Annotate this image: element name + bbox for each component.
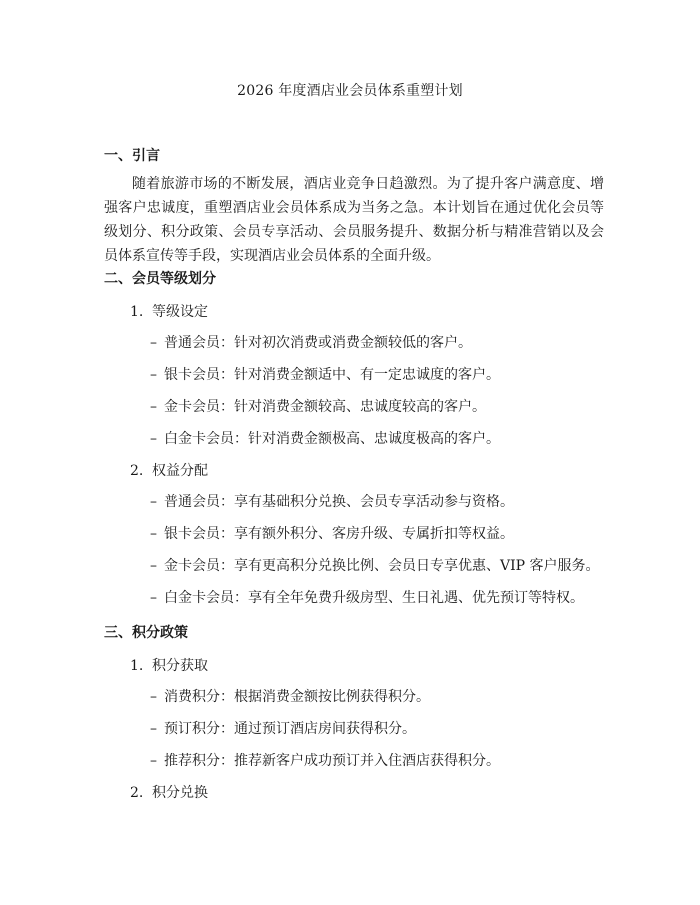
numbered-item xyxy=(130,655,208,675)
bullet-text: 预订积分：通过预订酒店房间获得积分。 xyxy=(164,721,416,737)
bullet-item xyxy=(150,364,500,384)
dash-bullet-icon: – xyxy=(150,590,157,606)
section-heading-member-levels: 二、会员等级划分 xyxy=(104,271,216,287)
dash-bullet-icon: – xyxy=(150,335,157,351)
bullet-item xyxy=(150,686,430,706)
bullet-item xyxy=(150,718,416,738)
bullet-text: 白金卡会员：享有全年免费升级房型、生日礼遇、优先预订等特权。 xyxy=(164,590,584,606)
dash-bullet-icon: – xyxy=(150,494,157,510)
item-number: 2. xyxy=(130,463,144,479)
bullet-text: 推荐积分：推荐新客户成功预订并入住酒店获得积分。 xyxy=(164,753,500,769)
dash-bullet-icon: – xyxy=(150,367,157,383)
bullet-item xyxy=(150,523,514,543)
bullet-text: 白金卡会员：针对消费金额极高、忠诚度极高的客户。 xyxy=(164,431,500,447)
intro-paragraph: 随着旅游市场的不断发展，酒店业竞争日趋激烈。为了提升客户满意度、增强客户忠诚度，重塑酒店业会员体系成为当务之急。本计划旨在通过优化会员等级划分、积分政策、会员专享活动、会员服务提升、数据分析与精准营销以及会员体系宣传等手段，实现酒店业会员体系的全面升级。 xyxy=(104,176,604,264)
item-label: 权益分配 xyxy=(152,463,208,479)
bullet-text: 消费积分：根据消费金额按比例获得积分。 xyxy=(164,689,430,705)
section-heading-intro: 一、引言 xyxy=(104,148,160,164)
dash-bullet-icon: – xyxy=(150,399,157,415)
bullet-text: 银卡会员：针对消费金额适中、有一定忠诚度的客户。 xyxy=(164,367,500,383)
bullet-item xyxy=(150,332,472,352)
dash-bullet-icon: – xyxy=(150,753,157,769)
section-heading-points-policy: 三、积分政策 xyxy=(104,625,188,641)
bullet-item xyxy=(150,555,600,575)
dash-bullet-icon: – xyxy=(150,558,157,574)
bullet-item xyxy=(150,428,500,448)
numbered-item xyxy=(130,301,208,321)
bullet-item xyxy=(150,587,584,607)
bullet-item xyxy=(150,396,486,416)
item-label: 积分获取 xyxy=(152,658,208,674)
item-number: 2. xyxy=(130,785,144,801)
dash-bullet-icon: – xyxy=(150,721,157,737)
item-label: 积分兑换 xyxy=(152,785,208,801)
bullet-item xyxy=(150,750,500,770)
bullet-text: 金卡会员：享有更高积分兑换比例、会员日专享优惠、VIP 客户服务。 xyxy=(164,558,600,574)
item-number: 1. xyxy=(130,658,144,674)
bullet-text: 普通会员：针对初次消费或消费金额较低的客户。 xyxy=(164,335,472,351)
bullet-text: 银卡会员：享有额外积分、客房升级、专属折扣等权益。 xyxy=(164,526,514,542)
dash-bullet-icon: – xyxy=(150,689,157,705)
numbered-item xyxy=(130,460,208,480)
bullet-text: 金卡会员：针对消费金额较高、忠诚度较高的客户。 xyxy=(164,399,486,415)
dash-bullet-icon: – xyxy=(150,431,157,447)
document-title: 2026 年度酒店业会员体系重塑计划 xyxy=(237,83,463,99)
item-number: 1. xyxy=(130,304,144,320)
dash-bullet-icon: – xyxy=(150,526,157,542)
bullet-item xyxy=(150,491,514,511)
item-label: 等级设定 xyxy=(152,304,208,320)
bullet-text: 普通会员：享有基础积分兑换、会员专享活动参与资格。 xyxy=(164,494,514,510)
numbered-item xyxy=(130,782,208,802)
